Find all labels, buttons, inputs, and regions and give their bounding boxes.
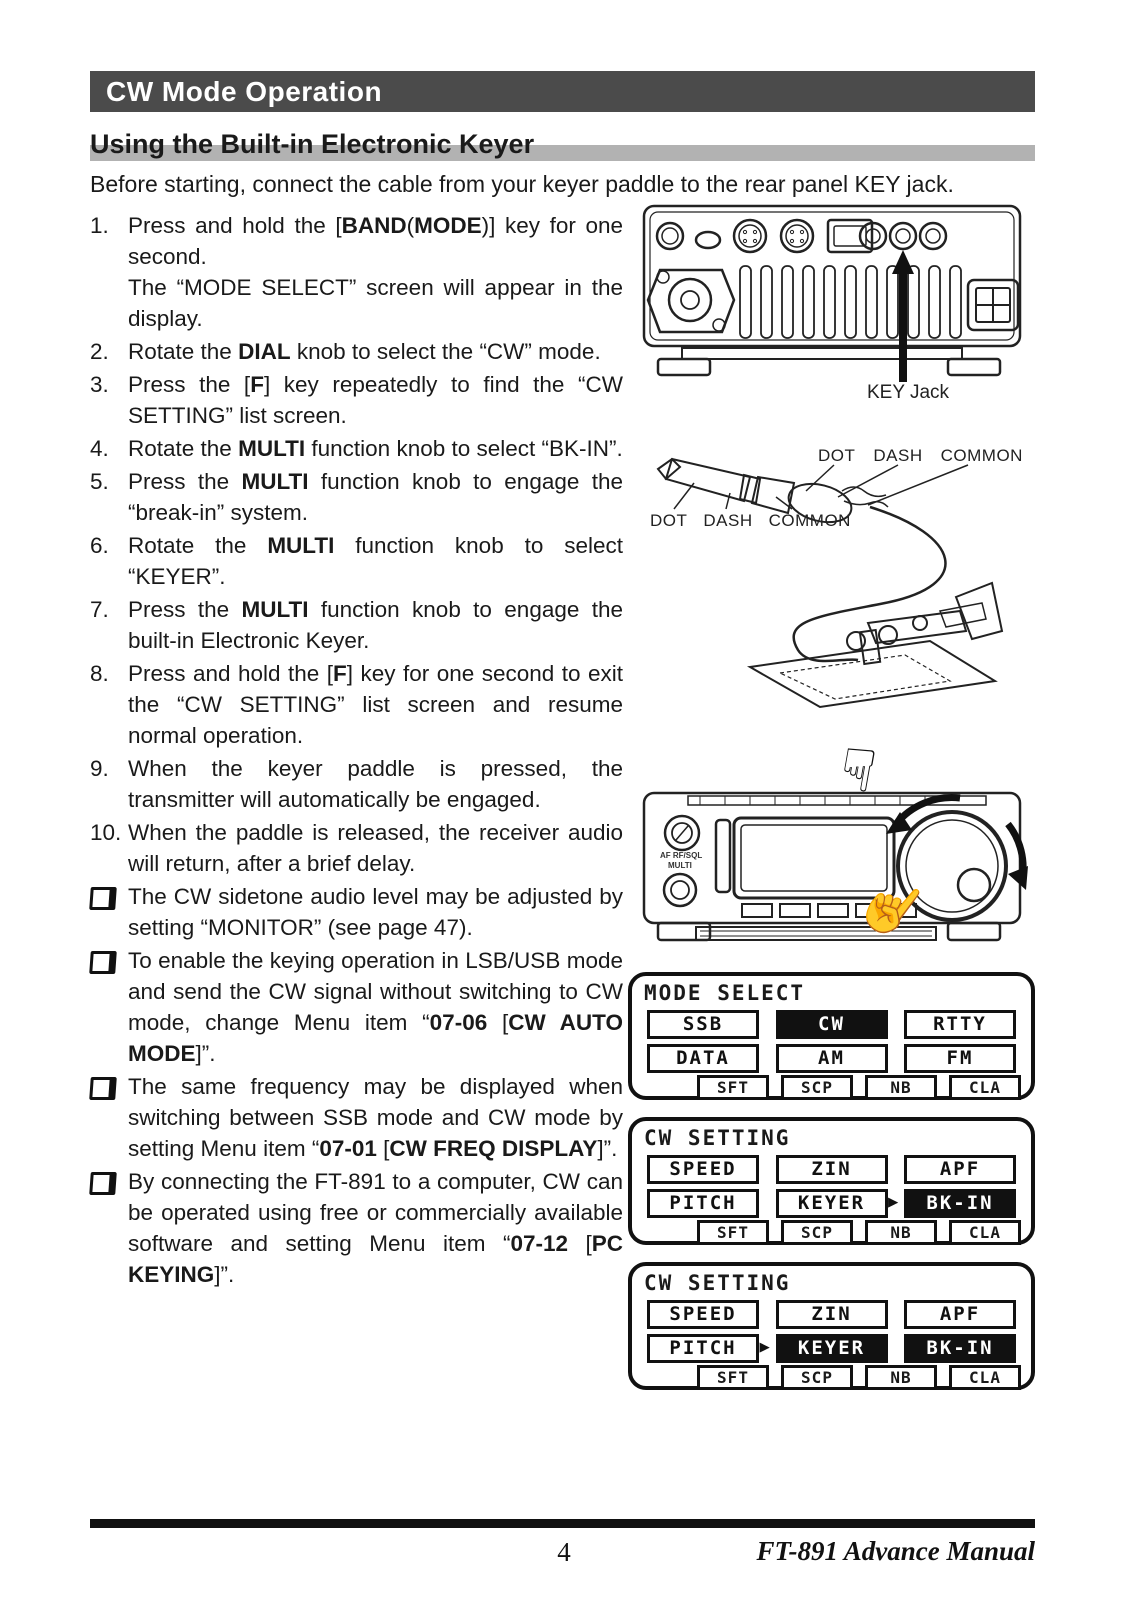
lcd-screen-title: CW SETTING [644, 1126, 791, 1150]
note-text: By connecting the FT-891 to a computer, CW can be operated using free or commercially available software and setting Menu item “07-12 [PC KEYING]”. [128, 1169, 623, 1287]
rear-panel-drawing [630, 200, 1035, 400]
step-item-4 [90, 433, 623, 464]
lcd-button-slot [904, 1155, 1016, 1184]
lcd-button-ssb: SSB [647, 1010, 759, 1039]
section-title-bar [90, 71, 1035, 112]
lcd-button-slot [776, 1155, 888, 1184]
lcd-button-keyer: KEYER [776, 1189, 888, 1218]
softkey-sft: SFT [697, 1220, 769, 1245]
step-text: Press and hold the [BAND(MODE)] key for one second. The “MODE SELECT” screen will appear in the display. [128, 213, 623, 331]
step-number: 8. [90, 661, 109, 686]
section-title: CW Mode Operation [106, 76, 383, 107]
lcd-button-slot [904, 1334, 1016, 1363]
paddle-label-dot: DOT [818, 446, 856, 465]
softkey-sft: SFT [697, 1365, 769, 1390]
lcd-button-slot [904, 1300, 1016, 1329]
step-text: Press the MULTI function knob to engage the “break-in” system. [128, 469, 623, 525]
lcd-button-rtty: RTTY [904, 1010, 1016, 1039]
lcd-button-slot [647, 1044, 759, 1073]
lcd-button-slot [759, 1334, 888, 1363]
step-number: 9. [90, 756, 109, 781]
paddle-label-common: COMMON [940, 446, 1023, 465]
note-item-4 [90, 1166, 623, 1290]
step-text: Press and hold the [F] key for one second to exit the “CW SETTING” list screen and resume normal operation. [128, 661, 623, 748]
lcd-screen-1 [628, 972, 1035, 1100]
lcd-button-slot [776, 1189, 888, 1218]
instruction-column [90, 210, 623, 1292]
front-panel-drawing [630, 735, 1035, 970]
lcd-button-row-1 [644, 1155, 1019, 1184]
step-item-8 [90, 658, 623, 751]
intro-paragraph: Before starting, connect the cable from your keyer paddle to the rear panel KEY jack. [90, 171, 954, 197]
lcd-button-row-1 [644, 1300, 1019, 1329]
lcd-button-slot [888, 1189, 1016, 1218]
lcd-screen-title: CW SETTING [644, 1271, 791, 1295]
softkey-nb: NB [865, 1365, 937, 1390]
step-text: When the keyer paddle is pressed, the transmitter will automatically be engaged. [128, 756, 623, 812]
lcd-button-zin: ZIN [776, 1300, 888, 1329]
lcd-button-speed: SPEED [647, 1155, 759, 1184]
paddle-label-dot: DOT [650, 511, 688, 530]
lcd-button-slot [647, 1155, 759, 1184]
checkbox-cube-icon [89, 1172, 117, 1195]
step-number: 5. [90, 469, 109, 494]
paddle-drawing [630, 435, 1035, 710]
lcd-button-bk-in: BK-IN [904, 1189, 1016, 1218]
lcd-button-keyer: KEYER [776, 1334, 888, 1363]
note-item-1 [90, 881, 623, 943]
softkey-scp: SCP [781, 1365, 853, 1390]
note-bullet-icon [90, 881, 128, 943]
steps-list [90, 210, 623, 879]
pointing-hand-down-icon: ☟ [834, 735, 881, 806]
paddle-label-common: COMMON [768, 511, 851, 530]
paddle-label-dash: DASH [873, 446, 923, 465]
lcd-button-bk-in: BK-IN [904, 1334, 1016, 1363]
lcd-button-slot [647, 1300, 759, 1329]
pointing-hand-dial-icon: ☝ [846, 862, 937, 952]
note-bullet-icon [90, 945, 128, 1069]
rear-panel-figure [630, 200, 1035, 405]
step-item-10 [90, 817, 623, 879]
knob-label-top: AF RF/SQL [660, 851, 703, 860]
softkey-nb: NB [865, 1075, 937, 1100]
step-text: Press the MULTI function knob to engage the built-in Electronic Keyer. [128, 597, 623, 653]
knob-label-bottom: MULTI [668, 861, 692, 870]
lcd-button-am: AM [776, 1044, 888, 1073]
paddle-right-labels [818, 446, 1023, 466]
step-text: Rotate the MULTI function knob to select “KEYER”. [128, 533, 623, 589]
note-bullet-icon [90, 1166, 128, 1290]
note-bullet-icon [90, 1071, 128, 1164]
step-item-6 [90, 530, 623, 592]
lcd-screen-title: MODE SELECT [644, 981, 806, 1005]
lcd-button-apf: APF [904, 1155, 1016, 1184]
lcd-button-slot [776, 1010, 888, 1039]
step-number: 7. [90, 597, 109, 622]
lcd-softkey-row [697, 1075, 1021, 1100]
lcd-button-row-2 [644, 1044, 1019, 1073]
lcd-softkey-row [697, 1365, 1021, 1390]
lcd-button-cw: CW [776, 1010, 888, 1039]
note-text: The same frequency may be displayed when switching between SSB mode and CW mode by setting Menu item “07-01 [CW FREQ DISPLAY]”. [128, 1074, 623, 1161]
key-jack-arrow [892, 250, 914, 382]
cursor-arrow-icon: ▶ [759, 1337, 770, 1357]
step-number: 6. [90, 533, 109, 558]
step-item-5 [90, 466, 623, 528]
notes-list [90, 881, 623, 1290]
lcd-button-row-2 [644, 1334, 1019, 1363]
softkey-sft: SFT [697, 1075, 769, 1100]
checkbox-cube-icon [89, 1077, 117, 1100]
lcd-button-apf: APF [904, 1300, 1016, 1329]
checkbox-cube-icon [89, 887, 117, 910]
note-text: To enable the keying operation in LSB/USB mode and send the CW signal without switching to CW mode, change Menu item “07-06 [CW AUTO MODE]”. [128, 948, 623, 1066]
lcd-button-pitch: PITCH [647, 1189, 759, 1218]
lcd-button-slot [647, 1010, 759, 1039]
softkey-cla: CLA [949, 1365, 1021, 1390]
softkey-scp: SCP [781, 1220, 853, 1245]
checkbox-cube-icon [89, 951, 117, 974]
step-item-1 [90, 210, 623, 334]
paddle-label-dash: DASH [703, 511, 753, 530]
lcd-button-slot [647, 1189, 759, 1218]
step-item-2 [90, 336, 623, 367]
step-text: When the paddle is released, the receiver audio will return, after a brief delay. [128, 820, 623, 876]
note-item-3 [90, 1071, 623, 1164]
lcd-button-slot [776, 1300, 888, 1329]
step-item-9 [90, 753, 623, 815]
lcd-button-speed: SPEED [647, 1300, 759, 1329]
lcd-button-slot [776, 1044, 888, 1073]
step-text: Rotate the DIAL knob to select the “CW” mode. [128, 339, 601, 364]
lcd-button-slot [904, 1044, 1016, 1073]
softkey-nb: NB [865, 1220, 937, 1245]
subsection-heading [90, 129, 1035, 163]
lcd-softkey-row [697, 1220, 1021, 1245]
manual-title: FT-891 Advance Manual [756, 1536, 1035, 1566]
note-item-2 [90, 945, 623, 1069]
softkey-cla: CLA [949, 1220, 1021, 1245]
step-number: 4. [90, 436, 109, 461]
footer-rule [90, 1519, 1035, 1528]
step-number: 2. [90, 339, 109, 364]
lcd-button-zin: ZIN [776, 1155, 888, 1184]
lcd-button-pitch: PITCH [647, 1334, 759, 1363]
lcd-button-slot [647, 1334, 759, 1363]
front-panel-figure [630, 735, 1035, 970]
paddle-left-labels [650, 511, 851, 531]
lcd-button-data: DATA [647, 1044, 759, 1073]
lcd-button-slot [904, 1010, 1016, 1039]
note-text: The CW sidetone audio level may be adjusted by setting “MONITOR” (see page 47). [128, 884, 623, 940]
lcd-screen-3 [628, 1262, 1035, 1390]
cursor-arrow-icon: ▶ [888, 1192, 899, 1212]
lcd-screens [628, 972, 1035, 1407]
softkey-cla: CLA [949, 1075, 1021, 1100]
lcd-screen-2 [628, 1117, 1035, 1245]
lcd-button-row-2 [644, 1189, 1019, 1218]
key-jack-label: KEY Jack [867, 382, 950, 403]
softkey-scp: SCP [781, 1075, 853, 1100]
step-number: 3. [90, 372, 109, 397]
lcd-button-row-1 [644, 1010, 1019, 1039]
step-item-3 [90, 369, 623, 431]
subsection-heading-text: Using the Built-in Electronic Keyer [90, 129, 535, 159]
keyer-paddle-figure [630, 435, 1035, 710]
step-number: 1. [90, 213, 109, 238]
step-text: Press the [F] key repeatedly to find the “CW SETTING” list screen. [128, 372, 623, 428]
step-number: 10. [90, 820, 122, 845]
step-text: Rotate the MULTI function knob to select “BK-IN”. [128, 436, 623, 461]
lcd-button-fm: FM [904, 1044, 1016, 1073]
step-item-7 [90, 594, 623, 656]
page-number: 4 [557, 1537, 571, 1567]
